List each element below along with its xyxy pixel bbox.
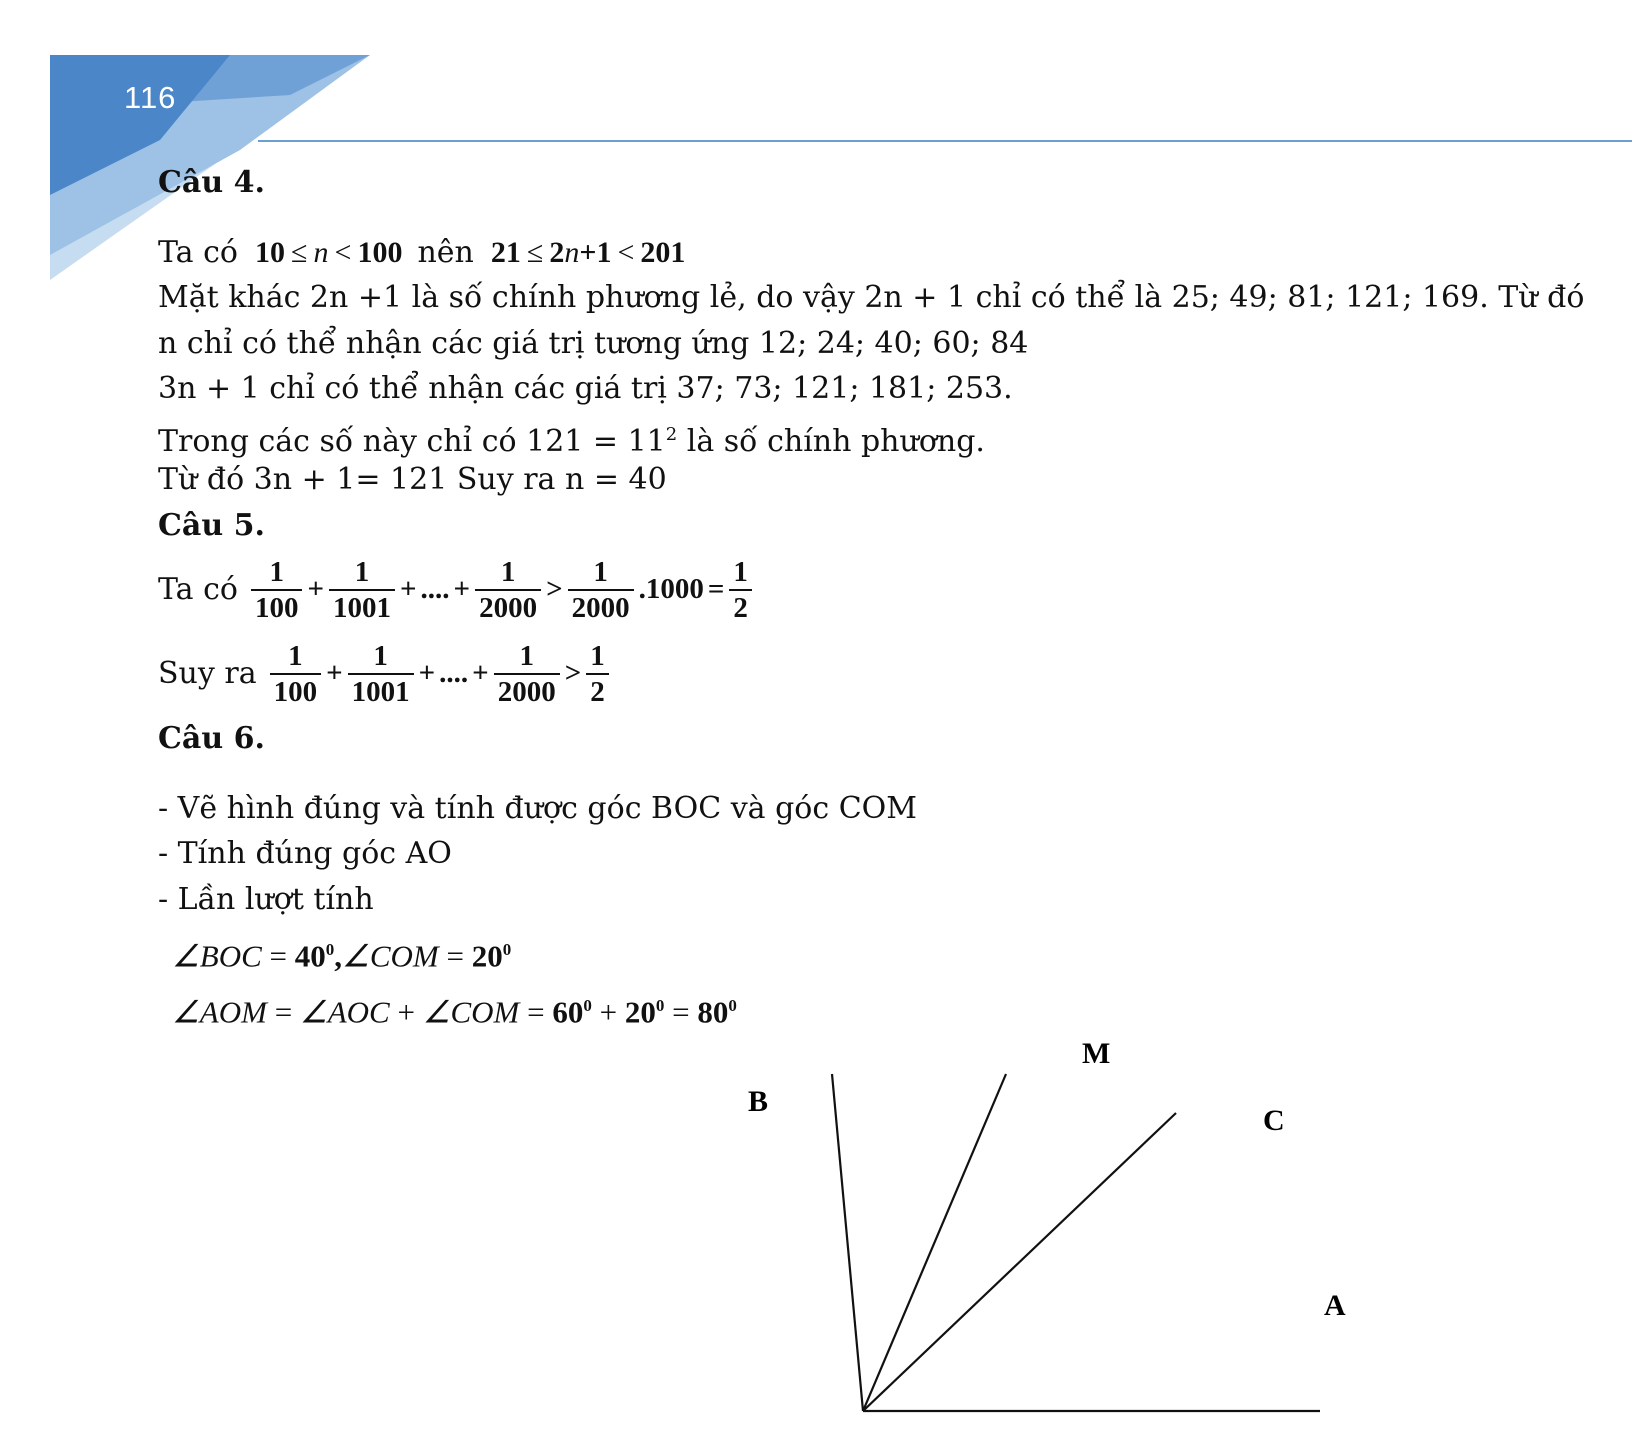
inequality-2: 21 ≤ 2n+1 < 201 (490, 235, 686, 269)
question-6-bullet-1: - Vẽ hình đúng và tính được góc BOC và góc COM (158, 790, 917, 826)
question-6-bullet-3: - Lần lượt tính (158, 881, 374, 917)
question-4-line-5: Trong các số này chỉ có $121 = 11^2$ là số chính phương. (158, 423, 985, 459)
question-6-heading: Câu 6. (158, 721, 265, 756)
question-4-line-2: Mặt khác 2n +1 là số chính phương lẻ, do vậy 2n + 1 chỉ có thể là 25; 49; 81; 121; 169. Từ đó (158, 280, 1585, 315)
equation-2: ∠AOM = ∠AOC + ∠COM = $60^0 + 20^0 = 80^0$ (172, 994, 737, 1030)
question-5-row-1: Ta có $\frac{1}{100}$ + $\frac{1}{1001}$ + .... + $\frac{1}{2000}$ > $\frac{1}{2000}$ .1000 = $\frac{1}{2}$ (158, 548, 1558, 632)
fraction: $\frac{1}{2000}$ (494, 639, 560, 709)
fraction: $\frac{1}{2000}$ (568, 555, 634, 625)
fraction: $\frac{1}{1001}$ (329, 555, 395, 625)
fraction: $\frac{1}{2}$ (729, 555, 752, 625)
fraction: $\frac{1}{2000}$ (475, 555, 541, 625)
angle-figure (700, 1030, 1400, 1440)
question-6-bullet-2: - Tính đúng góc AO (158, 836, 452, 871)
text: nên (417, 234, 474, 270)
question-4-line-6: Từ đó 3n + 1= 121 Suy ra n = 40 (158, 462, 667, 497)
question-4-line-3: n chỉ có thể nhận các giá trị tương ứng 12; 24; 40; 60; 84 (158, 325, 1029, 361)
inequality-1: 10 ≤ n < 100 (255, 235, 403, 269)
label-A: A (1324, 1289, 1346, 1322)
label-B: B (748, 1085, 769, 1118)
fraction: $\frac{1}{1001}$ (348, 639, 414, 709)
content (158, 160, 1585, 1034)
ray-OC (863, 1113, 1176, 1411)
label-C: C (1263, 1104, 1285, 1137)
question-4-line-1 (158, 230, 1558, 276)
question-4-line-4: 3n + 1 chỉ có thể nhận các giá trị 37; 73; 121; 181; 253. (158, 371, 1013, 406)
question-4-heading: Câu 4. (158, 165, 265, 200)
header-rule (258, 140, 1632, 142)
question-5-row-2: Suy ra $\frac{1}{100}$ + $\frac{1}{1001}$ + .... + $\frac{1}{2000}$ > $\frac{1}{2}$ (158, 632, 1558, 716)
ray-OB (832, 1074, 863, 1411)
equation-1: ∠BOC = $40^0,\angle COM = 20^0$ (172, 938, 512, 974)
fraction: $\frac{1}{2}$ (586, 639, 609, 709)
question-5-heading: Câu 5. (158, 507, 265, 543)
fraction: $\frac{1}{100}$ (270, 639, 322, 709)
label-M: M (1082, 1037, 1111, 1070)
text: Ta có (158, 234, 238, 270)
page-number: 116 (124, 80, 177, 115)
ray-OM (863, 1074, 1006, 1411)
fraction: $\frac{1}{100}$ (251, 555, 303, 625)
